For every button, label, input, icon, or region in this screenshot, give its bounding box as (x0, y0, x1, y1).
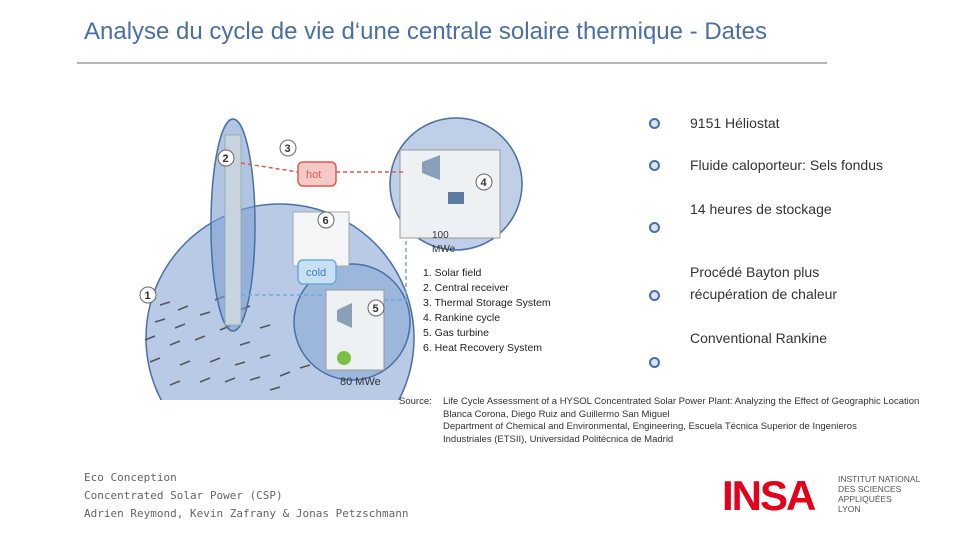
badge-2: 2 (222, 153, 229, 165)
bullet-storage: 14 heures de stockage (690, 201, 832, 217)
logo-wordmark: INSA (722, 472, 815, 519)
footer-authors: Adrien Reymond, Kevin Zafrany & Jonas Petzschmann (84, 507, 409, 520)
bullet-icon (649, 118, 660, 129)
mwe-100-number: 100 (432, 230, 449, 241)
legend-item-4: 4. Rankine cycle (423, 312, 501, 324)
legend-item-2: 2. Central receiver (423, 282, 509, 294)
badge-1: 1 (144, 290, 151, 302)
bullet-brayton: Procédé Bayton plus récupération de chaleur (690, 264, 838, 302)
logo-line-1: INSTITUT NATIONAL (838, 474, 921, 484)
footer-course: Eco Conception (84, 471, 177, 484)
mwe-100-unit: MWe (432, 244, 456, 255)
csp-plant-diagram (130, 100, 570, 400)
bullet-icon (649, 160, 660, 171)
logo-line-4: LYON (838, 504, 861, 514)
footer-topic: Concentrated Solar Power (CSP) (84, 489, 283, 502)
legend-item-6: 6. Heat Recovery System (423, 342, 543, 354)
badge-5: 5 (372, 303, 379, 315)
bullet-icon (649, 222, 660, 233)
source-line-4: Industriales (ETSII), Universidad Politécnica de Madrid (443, 433, 674, 445)
badge-3: 3 (284, 143, 291, 155)
logo-line-2: DES SCIENCES (838, 484, 902, 494)
badge-6: 6 (322, 215, 329, 227)
logo-subtitle (838, 474, 920, 514)
legend-item-1: 1. Solar field (423, 267, 482, 279)
source-line-1: Life Cycle Assessment of a HYSOL Concentrated Solar Power Plant: Analyzing the Effect of Geographic Location (443, 396, 920, 407)
bullet-icon (649, 290, 660, 301)
source-label: Source: (399, 396, 432, 407)
slide-footer (84, 469, 409, 523)
logo-line-3: APPLIQUÉES (838, 494, 892, 504)
legend-item-3: 3. Thermal Storage System (423, 297, 551, 309)
legend-item-5: 5. Gas turbine (423, 327, 489, 339)
hot-label: hot (306, 169, 322, 181)
bullet-heliostat: 9151 Héliostat (690, 115, 780, 131)
bullet-icon (649, 357, 660, 368)
bullet-rankine: Conventional Rankine (690, 330, 827, 346)
cold-label: cold (306, 267, 327, 279)
insa-lyon-logo (722, 470, 922, 520)
slide-title: Analyse du cycle de vie d‘une centrale solaire thermique - Dates (84, 18, 768, 45)
mwe-80-label: 80 MWe (340, 376, 381, 388)
source-line-3: Department of Chemical and Environmental, Engineering, Escuela Técnica Superior de Ingenieros (443, 421, 857, 433)
feature-list (645, 108, 945, 378)
source-line-2: Blanca Corona, Diego Ruiz and Guillermo San Miguel (443, 408, 670, 420)
badge-4: 4 (480, 177, 487, 189)
title-divider (77, 62, 827, 64)
bullet-heat-transfer-fluid: Fluide caloporteur: Sels fondus (690, 157, 883, 173)
